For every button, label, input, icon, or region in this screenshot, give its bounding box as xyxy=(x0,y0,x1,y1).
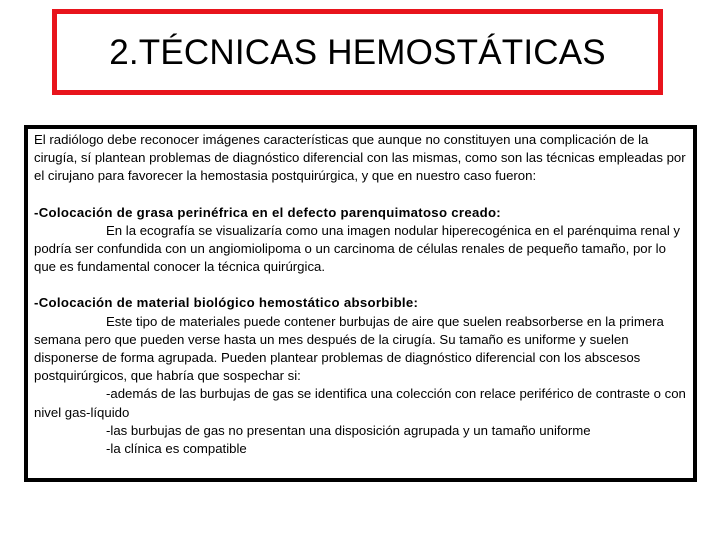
section-text-material: Este tipo de materiales puede contener burbujas de aire que suelen reabsorberse en la primera semana pero que pueden verse hasta un mes después de la cirugía. Su tamaño es uniforme y suelen disponerse de forma agrupada. Pueden plantear problemas de diagnóstico diferencial con los abscesos postquirúrgicos, que habría que sospechar si: xyxy=(34,313,664,384)
content-frame xyxy=(24,125,697,482)
list-item: -la clínica es compatible xyxy=(106,441,247,457)
list-item: -las burbujas de gas no presentan una disposición agrupada y un tamaño uniforme xyxy=(106,422,591,438)
section-heading-material: -Colocación de material biológico hemostático absorbible: xyxy=(34,295,419,311)
list-item: -además de las burbujas de gas se identifica una colección con relace periférico de contraste o con nivel gas-líquido xyxy=(34,386,686,420)
section-text-fat: En la ecografía se visualizaría como una imagen nodular hiperecogénica en el parénquima renal y podría ser confundida con un angiomiolipoma o un carcinoma de células renales de pequeño tamaño, por lo que es fundamental conocer la técnica quirúrgica. xyxy=(34,222,681,275)
slide-title: 2.TÉCNICAS HEMOSTÁTICAS xyxy=(109,33,606,72)
title-frame xyxy=(52,9,663,95)
spacer xyxy=(34,186,687,204)
intro-paragraph: El radiólogo debe reconocer imágenes características que aunque no constituyen una complicación de la cirugía, sí plantean problemas de diagnóstico diferencial con las mismas, como son las técnicas empleadas por el cirujano para favorecer la hemostasia postquirúrgica, y que en nuestro caso fueron: xyxy=(34,132,686,184)
section-heading-fat: -Colocación de grasa perinéfrica en el defecto parenquimatoso creado: xyxy=(34,204,501,220)
spacer xyxy=(34,276,687,294)
